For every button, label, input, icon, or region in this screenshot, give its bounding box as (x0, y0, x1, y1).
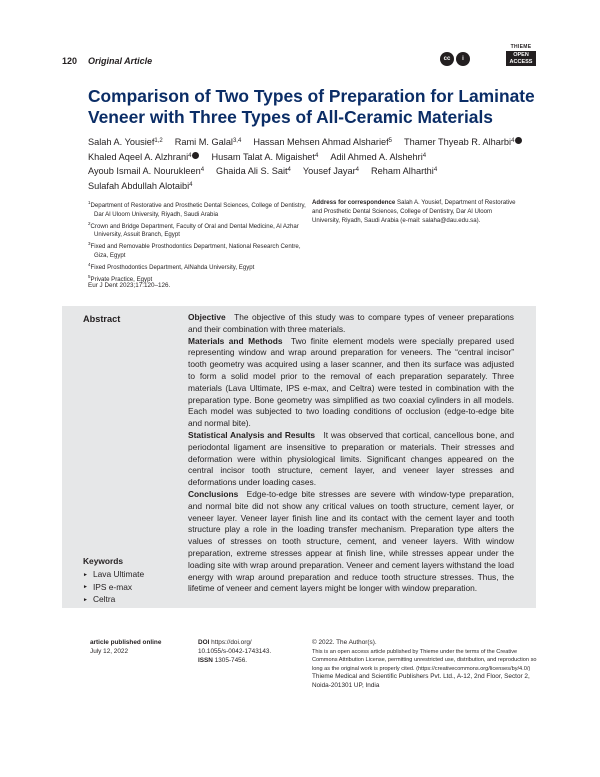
abstract-section-text: Two finite element models were specially prepared used representing window and wrap around preparation for veneers. The “central incisor” tooth geometry was acquired using a laser scanner, and then its surface was adjusted to form a solid model prior to the removal of each preparation separately. Three materials (Lava Ultimate, IPS e-max, and Celtra) were tested in combination with the preparation type. Bone geometry was simplified as two coaxial cylinders in all models. Each model was subjected to two loading conditions of occlusion (edge-to-edge bite and normal bite). (188, 335, 514, 429)
keyword-item: ► IPS e-max (83, 581, 144, 594)
affiliation (88, 220, 310, 241)
author-name: Ayoub Ismail A. Nourukleen (88, 166, 201, 177)
page-number: 120 (62, 56, 78, 66)
open-access-badge (506, 44, 536, 66)
author-name: Salah A. Yousief (88, 137, 155, 147)
keyword-item: ► Lava Ultimate (83, 568, 144, 581)
affiliations (88, 199, 310, 285)
issn-label: ISSN (198, 656, 213, 664)
author-name: Rami M. Galal (174, 137, 233, 147)
abstract-section-text: The objective of this study was to compare types of veneer preparations and their combination with three materials. (188, 312, 514, 334)
author-line (88, 135, 528, 150)
article-title: Comparison of Two Types of Preparation for Laminate Veneer with Three Types of All-Ceramic Materials (88, 86, 535, 127)
author-affiliation-ref: 4 (189, 181, 193, 188)
abstract-heading: Statistical Analysis and Results (188, 429, 316, 440)
abstract-label: Abstract (83, 314, 121, 324)
abstract-heading: Objective (188, 312, 226, 322)
abstract-section (188, 312, 514, 336)
author-name: Sulafah Abdullah Alotaibi (88, 180, 190, 191)
affiliation (88, 199, 310, 220)
affiliation-text: Fixed Prosthodontics Department, AlNahda University, Egypt (90, 263, 255, 271)
affiliation-number: 1 (88, 200, 91, 205)
author-line (88, 179, 528, 194)
badge-access: ACCESS (509, 58, 533, 65)
affiliation-number: 4 (88, 261, 91, 267)
author-affiliation-ref: 1,2 (154, 138, 163, 144)
correspondence-text: Salah A. Yousief, Department of Restorative and Prosthetic Dental Sciences, College of Dentistry, Dar Al Uloom University, Riyadh, Saudi Arabia (e-mail: salaha@dau.edu.sa). (312, 199, 516, 224)
cc-icon: cc (440, 52, 454, 66)
affiliation (88, 240, 310, 261)
affiliation-text: Fixed and Removable Prosthodontics Department, National Research Centre, Giza, Egypt (90, 243, 301, 260)
citation: Eur J Dent 2023;17:120–126. (88, 282, 171, 289)
author-name: Thamer Thyeab R. Alharbi (404, 137, 512, 147)
issn-value: 1305-7456. (214, 656, 248, 664)
affiliation-number: 3 (88, 241, 91, 247)
page-header (62, 44, 536, 74)
author-affiliation-ref: 3,4 (232, 138, 242, 144)
author-affiliation-ref: 4 (511, 138, 515, 144)
author-name: Yousef Jayar (302, 166, 356, 177)
author-name: Adil Ahmed A. Alshehri (330, 151, 423, 162)
correspondence-label: Address for correspondence (312, 199, 396, 206)
author-affiliation-ref: 4 (314, 152, 319, 159)
author-name: Khaled Aqeel A. Alzhrani (88, 151, 189, 162)
license-block (312, 639, 538, 691)
correspondence (312, 199, 517, 225)
author-affiliation-ref: 5 (388, 138, 392, 144)
doi-value: 10.1055/s-0042-1743143. (198, 647, 272, 655)
abstract-section (188, 489, 514, 595)
affiliation (88, 261, 310, 273)
section-label: Original Article (88, 56, 153, 66)
doi-label: DOI (198, 639, 210, 646)
license-icons (440, 52, 470, 66)
abstract-section-text: Edge-to-edge bite stresses are severe with window-type preparation, and normal bite did not show any critical values on tooth structure, cement layer, or veneer layer. Veneer layer finish line and its contact with the cement layer and tooth structure play a role in the loading transfer mechanism. Preparation type alters the values of stresses on tooth structure, cement, and veneer layers. With window preparation, extreme stresses appear at finish line, while stresses appear under the loading site with wrap around preparation. Veneer and cement layers withstand the load energy with wrap around preparation and reduce tooth structure stresses. Thus, the lifetime of veneer and cement layers might be longer with window preparation. (188, 488, 514, 594)
author-affiliation-ref: 4 (287, 167, 291, 174)
author-line (88, 164, 528, 179)
publication-info (90, 639, 190, 657)
affiliation-number: 5 (88, 273, 91, 279)
abstract-section-text: It was observed that cortical, cancellous bone, and periodontal ligament are insensitive to preparation or materials. Their stresses and deformation were within physiological limits. Significant changes appeared on the central incisor tooth structure, cement layer, and veneer layer stresses and deformations under loading cases. (188, 429, 514, 488)
affiliation-text: Private Practice, Egypt (90, 275, 153, 283)
keywords-title: Keywords (83, 556, 124, 566)
author-affiliation-ref: 4 (200, 167, 205, 174)
abstract-body (188, 312, 514, 595)
author-affiliation-ref: 4 (188, 152, 192, 159)
affiliation-text: Department of Restorative and Prosthetic Dental Sciences, College of Dentistry, Dar Al Uloom University, Riyadh, Saudi Arabia (90, 202, 306, 218)
identifiers (198, 639, 308, 666)
doi-link[interactable]: https://doi.org/ (211, 639, 252, 646)
by-icon: i (456, 52, 470, 66)
keyword-item: ► Celtra (83, 593, 144, 606)
affiliation-number: 2 (88, 220, 91, 226)
copyright: © 2022. The Author(s). (312, 639, 377, 646)
author-name: Husam Talat A. Migaishet (211, 151, 315, 162)
author-name: Hassan Mehsen Ahmad Alsharief (253, 137, 389, 147)
orcid-icon (515, 137, 522, 144)
author-affiliation-ref: 4 (422, 152, 427, 159)
license-text: This is an open access article published by Thieme under the terms of the Creative Commons Attribution License, permitting unrestricted use, distribution, and reproduction so long as the original work is properly cited. (https://creativecommons.org/licenses/by/4.0/) (312, 648, 537, 672)
abstract-section (188, 430, 514, 489)
publisher-address: Thieme Medical and Scientific Publishers Pvt. Ltd., A-12, 2nd Floor, Sector 2, Noida-201301 UP, India (312, 673, 530, 690)
keywords-list (83, 568, 144, 606)
author-affiliation-ref: 4 (355, 167, 360, 174)
author-line (88, 150, 528, 165)
author-name: Reham Alharthi (371, 166, 434, 177)
badge-publisher: THIEME (510, 44, 532, 50)
affiliation-text: Crown and Bridge Department, Faculty of Oral and Dental Medicine, Al Azhar University, Assuit Branch, Egypt (90, 222, 299, 239)
published-label: article published online (90, 639, 162, 646)
abstract-heading: Materials and Methods (188, 335, 283, 346)
badge-open: OPEN (513, 52, 529, 58)
abstract-heading: Conclusions (188, 488, 239, 499)
abstract-section (188, 336, 514, 430)
author-name: Ghaida Ali S. Sait (216, 166, 288, 177)
published-date: July 12, 2022 (90, 647, 129, 655)
orcid-icon (192, 152, 199, 159)
author-list (88, 135, 528, 193)
author-affiliation-ref: 4 (433, 167, 438, 174)
